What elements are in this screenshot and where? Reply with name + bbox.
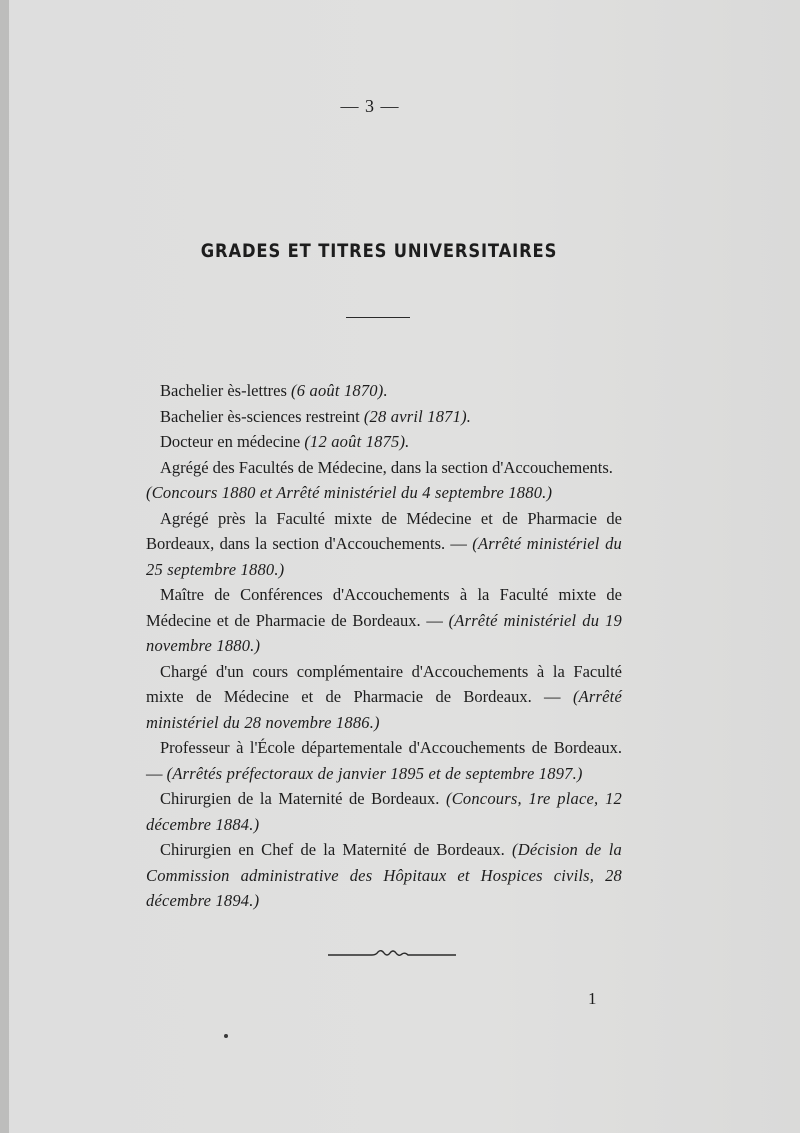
entry-agrege-bordeaux: Agrégé près la Faculté mixte de Médecine et de Pharmacie de Bordeaux, dans la section d'Accouchements. — (Arrêté ministériel du 25 septembre 1880.): [146, 508, 622, 579]
entry-chirurgien-chef: Chirurgien en Chef de la Maternité de Bordeaux. (Décision de la Commission administrative des Hôpitaux et Hospices civils, 28 décembre 1894.): [146, 840, 622, 910]
section-title: GRADES ET TITRES UNIVERSITAIRES: [200, 240, 558, 262]
entry-chirurgien: Chirurgien de la Maternité de Bordeaux. (Concours, 1re place, 12 décembre 1884.): [146, 789, 622, 834]
page-edge-shadow: [0, 0, 9, 1133]
entry-agrege-facultes: Agrégé des Facultés de Médecine, dans la section d'Accouchements.: [160, 457, 613, 477]
entry-maitre-conferences: Maître de Conférences d'Accouchements à la Faculté mixte de Médecine et de Pharmacie de Bordeaux. — (Arrêté ministériel du 19 novembre 1880.): [146, 585, 622, 655]
stray-dot: [224, 1034, 228, 1038]
entry-charge-cours: Chargé d'un cours complémentaire d'Accouchements à la Faculté mixte de Médecine et de Pharmacie de Bordeaux. — (Arrêté ministériel du 28 novembre 1886.): [146, 661, 622, 732]
closing-ornament: [328, 947, 456, 961]
signature-mark: 1: [588, 989, 597, 1008]
page-number: — 3 —: [340, 96, 400, 116]
entry-bachelier-sciences: Bachelier ès-sciences restreint (28 avril 1871).: [160, 406, 472, 426]
titles-list: [146, 378, 622, 914]
title-divider: [346, 317, 410, 318]
entry-professeur: Professeur à l'École départementale d'Accouchements de Bordeaux. — (Arrêtés préfectoraux de janvier 1895 et de septembre 1897.): [146, 738, 622, 783]
entry-agrege-facultes-note: (Concours 1880 et Arrêté ministériel du 4 septembre 1880.): [146, 483, 553, 502]
entry-bachelier-lettres: Bachelier ès-lettres (6 août 1870).: [160, 381, 388, 400]
entry-docteur: Docteur en médecine (12 août 1875).: [160, 432, 410, 451]
